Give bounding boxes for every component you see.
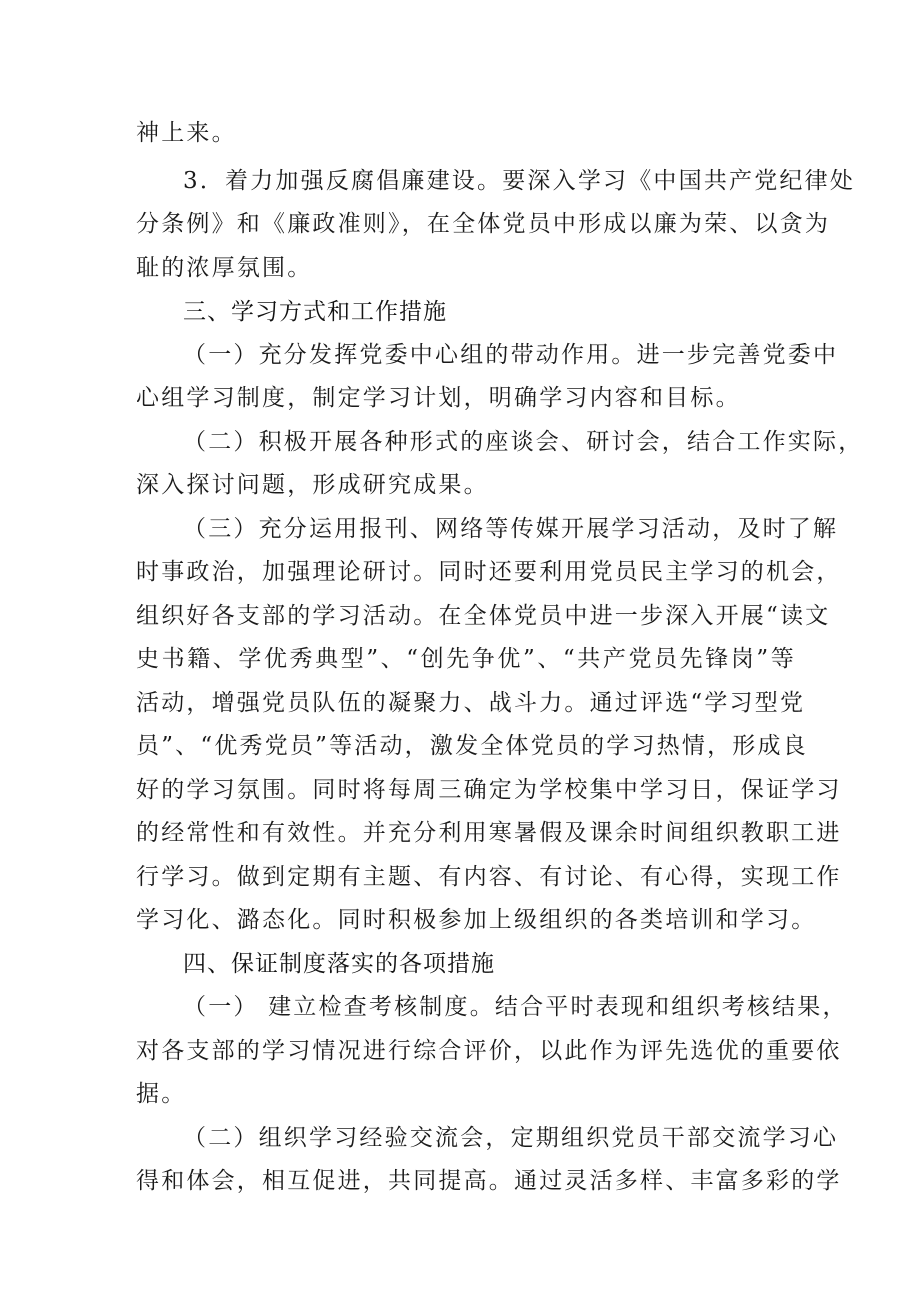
section-heading: 三、学习方式和工作措施 — [183, 299, 447, 325]
section-heading: 四、保证制度落实的各项措施 — [183, 951, 495, 977]
paragraph-line: 活动，增强党员队伍的凝聚力、战斗力。通过评选“学习型党 — [136, 690, 806, 716]
paragraph-line: 神上来。 — [136, 120, 237, 146]
paragraph-line: 组织好各支部的学习活动。在全体党员中进一步深入开展“读文 — [136, 603, 831, 629]
paragraph-line: 好的学习氛围。同时将每周三确定为学校集中学习日，保证学习 — [136, 777, 842, 803]
paragraph-line: （二）组织学习经验交流会，定期组织党员干部交流学习心 — [183, 1125, 839, 1151]
paragraph-line: 史书籍、学优秀典型”、“创先争优”、“共产党员先锋岗”等 — [136, 646, 796, 672]
paragraph-line: （二）积极开展各种形式的座谈会、研讨会，结合工作实际， — [183, 429, 864, 455]
paragraph-line: 学习化、潞态化。同时积极参加上级组织的各类培训和学习。 — [136, 907, 817, 933]
paragraph-line: 3．着力加强反腐倡廉建设。要深入学习《中国共产党纪律处 — [183, 168, 856, 194]
paragraph-line: 耻的浓厚氛围。 — [136, 255, 313, 281]
paragraph-line: 心组学习制度，制定学习计划，明确学习内容和目标。 — [136, 385, 741, 411]
paragraph-line: 员”、“优秀党员”等活动，激发全体党员的学习热情，形成良 — [136, 733, 808, 759]
paragraph-line: （一） 建立检查考核制度。结合平时表现和组织考核结果， — [183, 994, 848, 1020]
paragraph-line: 得和体会，相互促进，共同提高。通过灵活多样、丰富多彩的学 — [136, 1168, 842, 1194]
paragraph-line: 据。 — [136, 1081, 187, 1107]
paragraph-line: （三）充分运用报刊、网络等传媒开展学习活动，及时了解 — [183, 516, 839, 542]
paragraph-line: 行学习。做到定期有主题、有内容、有讨论、有心得，实现工作 — [136, 864, 842, 890]
paragraph-line: 分条例》和《廉政准则》，在全体党员中形成以廉为荣、以贪为 — [136, 211, 831, 237]
paragraph-line: 深入探讨问题，形成研究成果。 — [136, 472, 489, 498]
paragraph-line: （一）充分发挥党委中心组的带动作用。进一步完善党委中 — [183, 342, 839, 368]
paragraph-line: 时事政治，加强理论研讨。同时还要利用党员民主学习的机会， — [136, 559, 842, 585]
paragraph-line: 的经常性和有效性。并充分利用寒暑假及课余时间组织教职工进 — [136, 820, 842, 846]
paragraph-line: 对各支部的学习情况进行综合评价，以此作为评先选优的重要依 — [136, 1038, 842, 1064]
